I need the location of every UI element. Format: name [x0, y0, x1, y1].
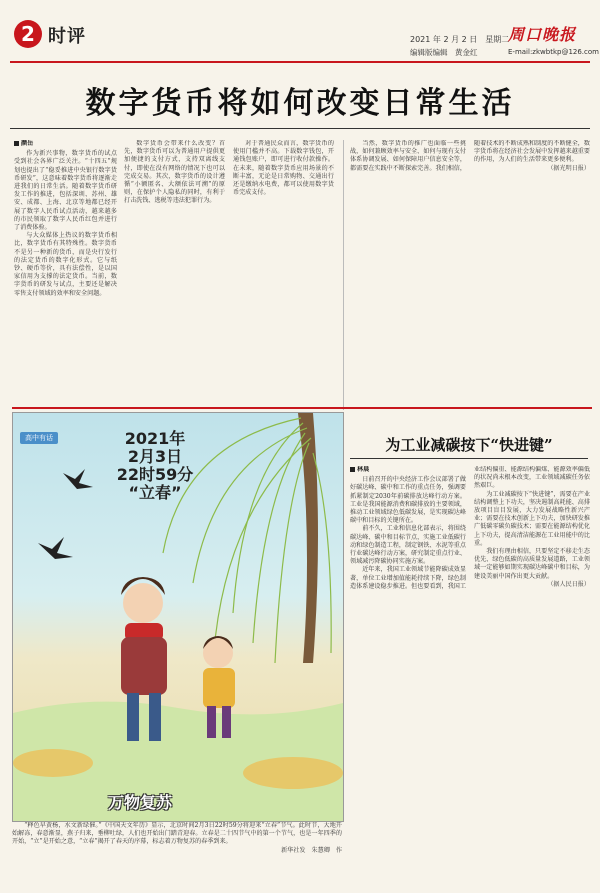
swallow-bird	[63, 469, 93, 489]
willow-trunk	[298, 413, 318, 663]
newspaper-logo: 周口晚报	[508, 25, 577, 44]
shrub	[243, 757, 343, 789]
child-leg	[222, 706, 231, 738]
article2-headline: 为工业减碳按下“快进键”	[385, 436, 553, 454]
article1-paragraph: 当然，数字货币的推广也面临一些挑战，如何兼顾效率与安全、如何与现有支付体系协调发展、如何保障用户信息安全等，都需要在实践中不断探索完善。我们相信，随着技术的不断成熟和制度的不断健全，数字货币将在经济社会发展中发挥越来越重要的作用，为人们的生活带来更多便利。	[350, 140, 590, 172]
poster-date-term: “立春”	[128, 483, 182, 502]
main-headline: 数字货币将如何改变日常生活	[85, 86, 515, 121]
article1-byline: 颜岳	[14, 140, 117, 148]
child-coat	[203, 668, 235, 708]
poster-date-day: 2月3日	[127, 447, 183, 466]
article2-paragraph: 前不久，工业和信息化部表示，将围绕碳达峰、碳中和目标节点，实施工业低碳行动和绿色制造工程，制定钢铁、水泥等重点行业碳达峰行动方案，研究制定重点行业、领域减污降碳协同实施方案。	[350, 525, 466, 566]
issue-date: 2021 年 2 月 2 日 星期二	[410, 35, 510, 44]
poster-date	[100, 430, 210, 502]
article2-paragraph: 近年来，我国工业领域节能降碳成效显著，单位工业增加值能耗持续下降，绿色制造体系建设稳步推进。但也要看到，我国工业结构偏重、能源结构偏煤、能源效率偏低的状况尚未根本改变，工业领域减碳任务依然艰巨。	[350, 466, 590, 590]
article1-paragraph: 与大众媒体上热议的数字货币相比，数字货币有其特殊性。数字货币不是另一种新的货币，而是央行发行的法定货币的数字化形式。它与纸钞、硬币等价，具有法偿性，是以国家信用为支撑的法定货币。当前，数字货币的研发与试点，主要还是解决零售支付领域的效率和安全问题。	[14, 232, 117, 297]
shrub	[13, 749, 93, 777]
article1-column-2	[124, 140, 334, 402]
poster-date-time: 22时59分	[116, 465, 194, 484]
poster-tag: 高中有话	[20, 432, 58, 444]
poster-caption	[12, 822, 342, 882]
poster-date-year: 2021年	[124, 429, 186, 448]
contact-email: E-mail:zkwbtkp@126.com	[508, 48, 599, 56]
article1-source: （据光明日报）	[547, 164, 590, 172]
page-number-badge: 2	[14, 20, 42, 48]
poster-title: 万物复苏	[108, 793, 173, 812]
mother-leg	[149, 693, 161, 741]
section-title: 时评	[48, 26, 86, 47]
article1-column-3	[350, 140, 590, 402]
headline-divider	[10, 128, 590, 129]
section-divider	[12, 407, 592, 409]
child-leg	[207, 706, 216, 738]
mother-coat	[121, 637, 167, 695]
article2-byline: 林晨	[350, 466, 466, 474]
column-divider	[343, 140, 344, 410]
article2-paragraph: 为工业减碳按下“快进键”，需要在产业结构调整上下功夫，坚决遏制高耗能、高排放项目盲目发展，大力发展战略性新兴产业；需要在技术创新上下功夫，加快研发推广低碳零碳负碳技术；需要在能源结构优化上下功夫，提高清洁能源在工业用能中的比重。	[474, 490, 590, 547]
caption-text: “释色早黄杨，水文新绿催。”《中国天文年历》显示，北京时间2月3日22时59分将迎来“立春”节气。此时节，大地开始解冻，春意渐显，燕子归来，垂柳吐绿，人们也开始出门踏青迎春。立春是二十四节气中的第一个节气，也是一年四季的开始，“立”是开始之意，“立春”揭开了春天的序幕，标志着万物复苏的春季到来。	[12, 822, 342, 846]
mother-head	[123, 583, 163, 623]
article1-column-1	[14, 140, 117, 402]
article2-paragraph: 日前召开的中央经济工作会议部署了做好碳达峰、碳中和工作的重点任务，强调要抓紧制定2030年前碳排放达峰行动方案。工业是我国能源消费和碳排放的主要领域，推动工业领域绿色低碳发展，是实现碳达峰碳中和目标的关键所在。	[350, 476, 466, 525]
article2-headline-divider	[350, 458, 588, 459]
article1-paragraph: 对于普通民众而言，数字货币的使用门槛并不高。下载数字钱包，开通钱包账户，即可进行收付款操作。在未来，随着数字货币应用场景的不断丰富，无论是日常购物、交通出行还是缴纳水电费，都可以使用数字货币完成支付。	[233, 140, 334, 197]
article2-body	[350, 466, 590, 881]
article1-paragraph: 作为新兴事物，数字货币的试点受到社会各界广泛关注。“十四五”规划也提出了“稳妥推进中央银行数字货币研发”，这意味着数字货币将逐渐走进我们的日常生活。随着数字货币研发工作的推进，包括深圳、苏州、雄安、成都、上海、北京等地都已经开展了数字人民币试点活动，越来越多的市民领取了数字人民币红包并进行了消费体验。	[14, 150, 117, 232]
editor-credit: 编辑版编辑 黄金红	[410, 48, 478, 57]
caption-credit: 新华社发 朱慧卿 作	[281, 846, 342, 854]
mother-leg	[127, 693, 139, 741]
article1-paragraph: 数字货币会带来什么改变？首先，数字货币可以为普通用户提供更加便捷的支付方式，支持双离线支付，即使在没有网络的情况下也可以完成交易。其次，数字货币的设计遵循“小额匿名、大额依法可溯”的原则，在保护个人隐私的同时，有利于打击洗钱、逃税等违法犯罪行为。	[124, 140, 225, 205]
swallow-bird	[38, 537, 73, 559]
article2-paragraph: 我们有理由相信，只要坚定不移走生态优先、绿色低碳的高质量发展道路，工业领域一定能够如期实现碳达峰碳中和目标，为建设美丽中国作出更大贡献。	[474, 548, 590, 580]
header-divider	[10, 61, 590, 63]
article2-source: （据人民日报）	[547, 580, 590, 588]
